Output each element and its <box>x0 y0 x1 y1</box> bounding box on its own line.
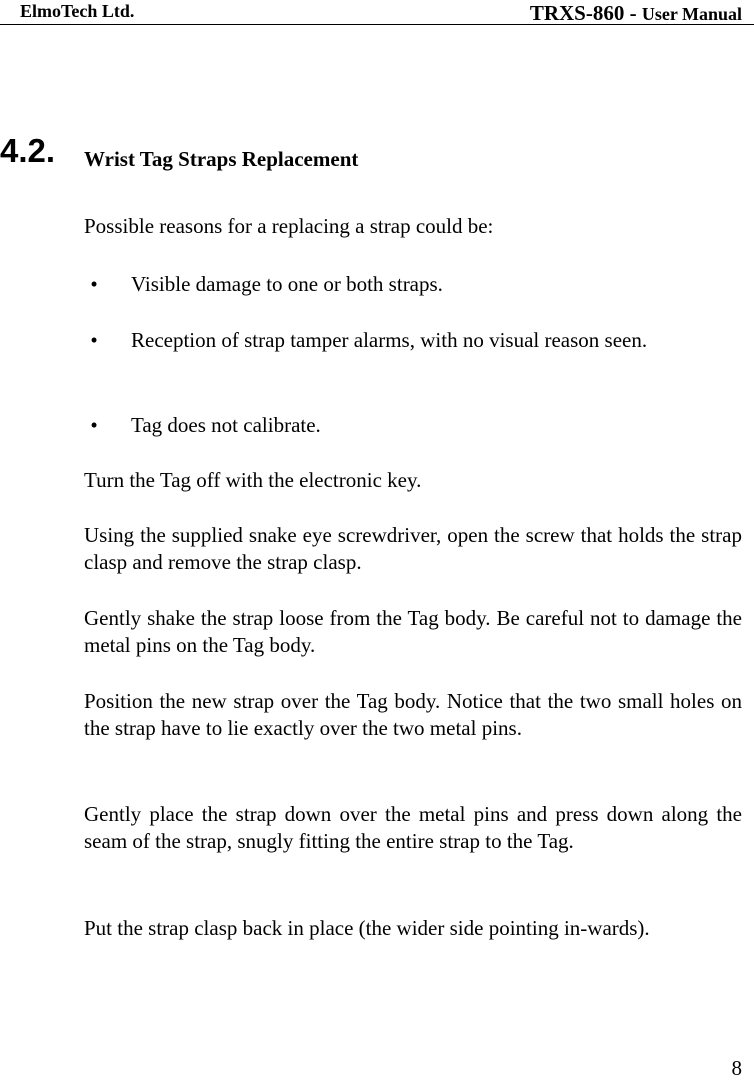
bullet-text: Visible damage to one or both straps. <box>131 272 443 296</box>
manual-model: TRXS-860 - <box>529 1 642 25</box>
page-number: 8 <box>731 1056 742 1080</box>
paragraph: Turn the Tag off with the electronic key. <box>84 468 422 492</box>
section-number: 4.2. <box>0 132 56 169</box>
paragraph: Gently shake the strap loose from the Tag body. Be careful not to damage the metal pins on the Tag body. <box>84 606 742 657</box>
paragraph: Gently place the strap down over the metal pins and press down along the seam of the strap, snugly fitting the entire strap to the Tag. <box>84 802 742 853</box>
paragraph: Using the supplied snake eye screwdriver, open the screw that holds the strap clasp and remove the strap clasp. <box>84 523 742 574</box>
company-name: ElmoTech Ltd. <box>20 1 135 21</box>
bullet-icon: • <box>90 328 98 352</box>
paragraph: Position the new strap over the Tag body. Notice that the two small holes on the strap have to lie exactly over the two metal pins. <box>84 689 742 740</box>
bullet-text: Tag does not calibrate. <box>131 413 321 437</box>
page-header <box>0 0 754 25</box>
bullet-text: Reception of strap tamper alarms, with no visual reason seen. <box>131 328 648 352</box>
manual-title <box>530 1 742 26</box>
intro-paragraph: Possible reasons for a replacing a strap could be: <box>84 214 494 238</box>
manual-label: User Manual <box>641 4 742 24</box>
bullet-icon: • <box>90 272 98 296</box>
section-title: Wrist Tag Straps Replacement <box>84 147 359 171</box>
paragraph: Put the strap clasp back in place (the wider side pointing in-wards). <box>84 916 650 940</box>
bullet-icon: • <box>90 413 98 437</box>
